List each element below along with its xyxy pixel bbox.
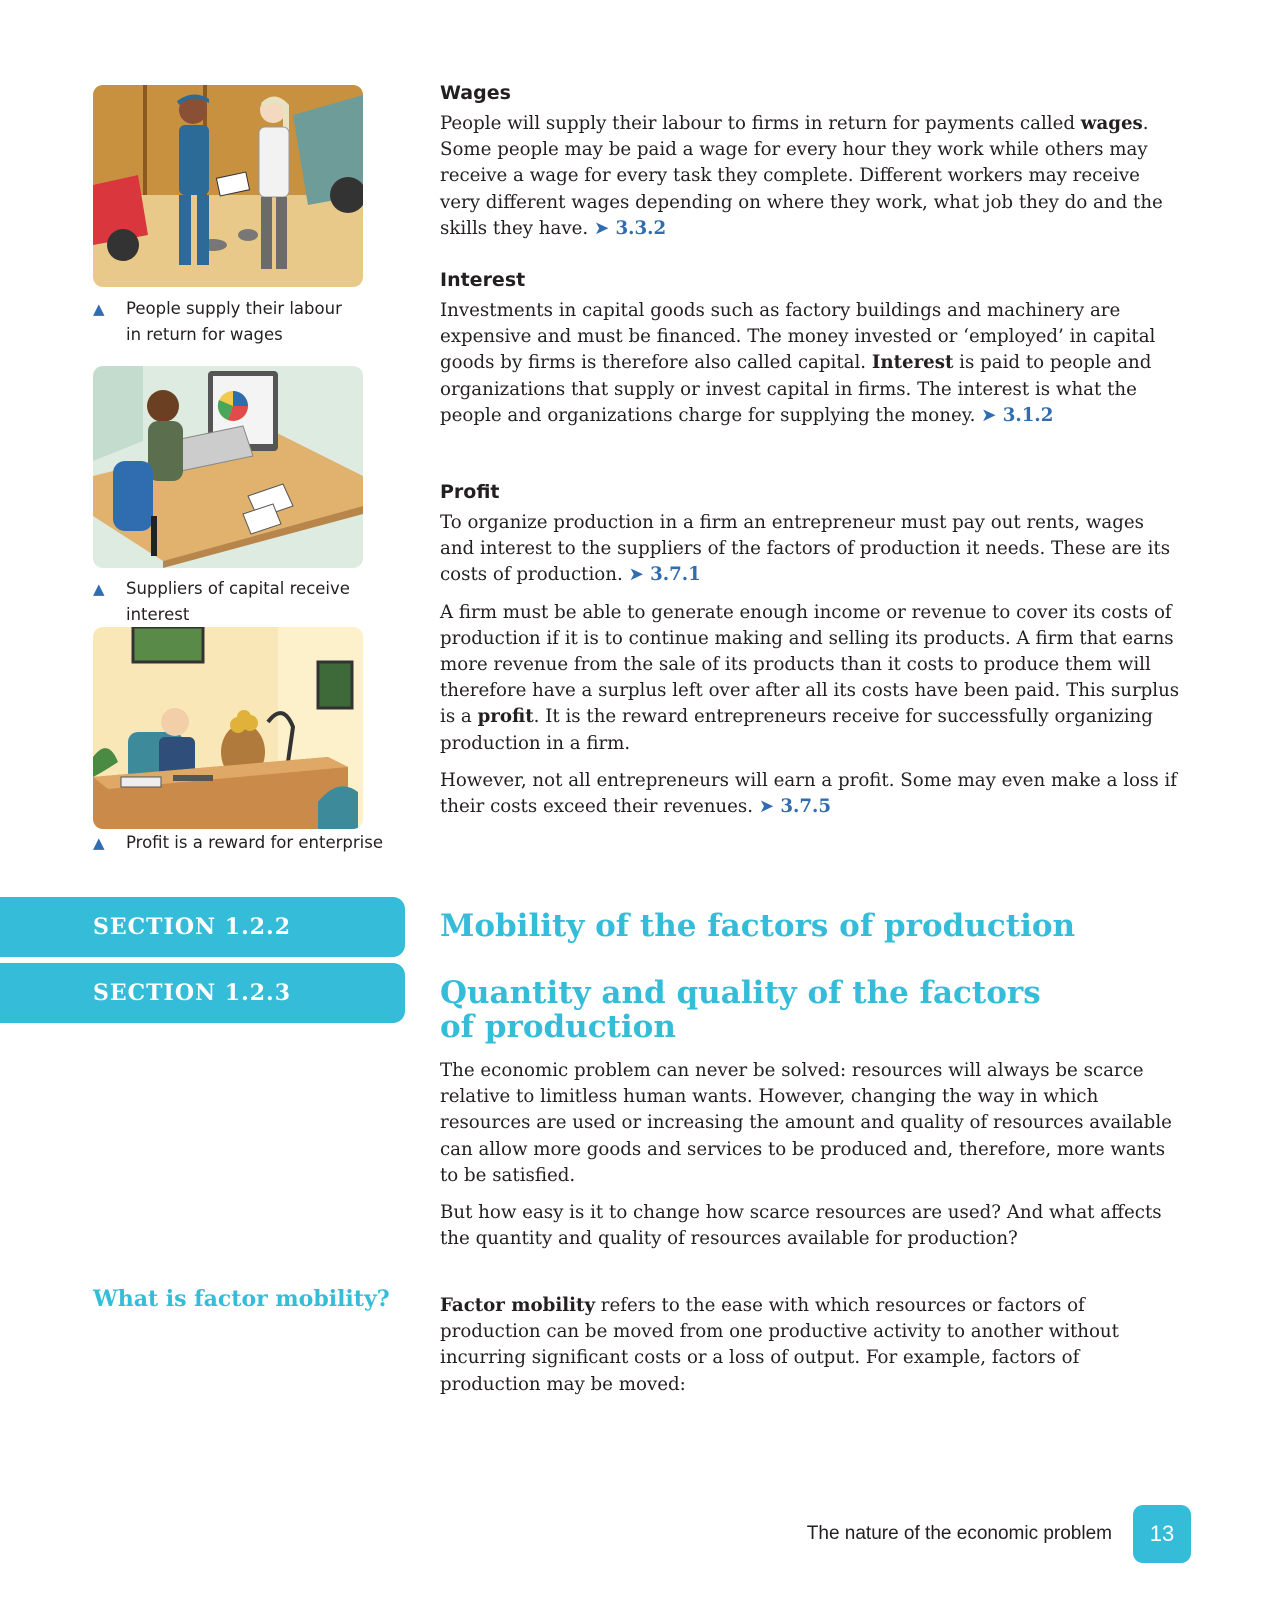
arrow-icon: ➤ bbox=[593, 217, 610, 239]
factor-mobility-block bbox=[440, 1293, 1180, 1398]
wages-paragraph: People will supply their labour to firms in return for payments called wages. Some people may be paid a wage for every hour they work while others may receive a wage for every task they complete. Different workers may receive very different wages depending on where they work, what job they do and the skills they have. ➤ 3.3.2 bbox=[440, 113, 1163, 239]
wages-block bbox=[440, 81, 1180, 242]
triangle-marker-icon: ▲ bbox=[93, 300, 105, 318]
cross-reference-link[interactable]: ➤ 3.3.2 bbox=[593, 217, 667, 239]
interest-term: Interest bbox=[871, 352, 954, 374]
profit-caption bbox=[93, 830, 413, 856]
arrow-icon: ➤ bbox=[981, 404, 997, 426]
section-label: SECTION 1.2.2 bbox=[93, 914, 292, 940]
section-tab-1-2-3 bbox=[0, 963, 405, 1023]
section-1-2-3-title: Quantity and quality of the factors of production bbox=[440, 975, 1041, 1045]
interest-paragraph: Investments in capital goods such as factory buildings and machinery are expensive and must be financed. The money invested or ‘employed’ in capital goods by firms is therefore also called capital. Interest is paid to people and organizations that supply or invest capital in firms. The interest is what the people and organizations charge for supplying the money. ➤ 3.1.2 bbox=[440, 300, 1156, 426]
factor-mobility-term: Factor mobility bbox=[440, 1295, 596, 1316]
interest-illustration bbox=[93, 366, 363, 568]
caption-text: Profit is a reward for enterprise bbox=[126, 833, 383, 852]
cross-reference-link[interactable]: ➤ 3.1.2 bbox=[981, 404, 1054, 426]
wages-illustration bbox=[93, 85, 363, 287]
section-tab-1-2-2 bbox=[0, 897, 405, 957]
arrow-icon: ➤ bbox=[628, 564, 644, 586]
profit-paragraph-3: However, not all entrepreneurs will earn a profit. Some may even make a loss if their costs exceed their revenues. ➤ 3.7.5 bbox=[440, 769, 1177, 818]
interest-block bbox=[440, 268, 1180, 429]
profit-paragraph-2: A firm must be able to generate enough income or revenue to cover its costs of production if it is to continue making and selling its products. A firm that earns more revenue from the sale of its products than it costs to produce them will therefore have a surplus left over after all its costs have been paid. This surplus is a profit. It is the reward entrepreneurs receive for successfully organizing production in a firm. bbox=[440, 601, 1180, 754]
cross-reference-link[interactable]: ➤ 3.7.5 bbox=[758, 796, 832, 818]
profit-illustration bbox=[93, 627, 363, 829]
triangle-marker-icon: ▲ bbox=[93, 580, 105, 598]
wages-caption bbox=[93, 296, 413, 348]
intro-paragraph-2: But how easy is it to change how scarce resources are used? And what affects the quantity and quality of resources available for production? bbox=[440, 1202, 1162, 1250]
section-1-2-2-title: Mobility of the factors of production bbox=[440, 908, 1076, 944]
arrow-icon: ➤ bbox=[758, 796, 775, 818]
caption-text: Suppliers of capital receive interest bbox=[126, 579, 350, 624]
interest-caption bbox=[93, 576, 413, 628]
factor-mobility-paragraph: Factor mobility refers to the ease with which resources or factors of production can be moved from one productive activity to another without incurring significant costs or a loss of output. For example, factors of production may be moved: bbox=[440, 1295, 1119, 1395]
intro-paragraph-1: The economic problem can never be solved: resources will always be scarce relative to limitless human wants. However, changing the way in which resources are used or increasing the amount and quality of resources available can allow more goods and services to be produced and, therefore, more wants to be satisfied. bbox=[440, 1060, 1172, 1186]
cross-reference-link[interactable]: ➤ 3.7.1 bbox=[628, 564, 701, 586]
triangle-marker-icon: ▲ bbox=[93, 834, 105, 852]
page-number: 13 bbox=[1133, 1505, 1191, 1563]
profit-term: profit bbox=[477, 706, 534, 728]
caption-text: People supply their labour in return for wages bbox=[126, 299, 342, 344]
wages-term: wages bbox=[1080, 113, 1143, 134]
interest-heading: Interest bbox=[440, 269, 526, 291]
chapter-title-footer: The nature of the economic problem bbox=[806, 1523, 1112, 1544]
profit-paragraph-1: To organize production in a firm an entrepreneur must pay out rents, wages and interest to the suppliers of the factors of production it needs. These are its costs of production. ➤ 3.7.1 bbox=[440, 512, 1171, 586]
intro-block bbox=[440, 1058, 1180, 1252]
section-label: SECTION 1.2.3 bbox=[93, 980, 292, 1006]
profit-heading: Profit bbox=[440, 481, 500, 503]
profit-block bbox=[440, 480, 1180, 820]
factor-mobility-side-heading: What is factor mobility? bbox=[93, 1286, 390, 1312]
wages-heading: Wages bbox=[440, 82, 511, 104]
